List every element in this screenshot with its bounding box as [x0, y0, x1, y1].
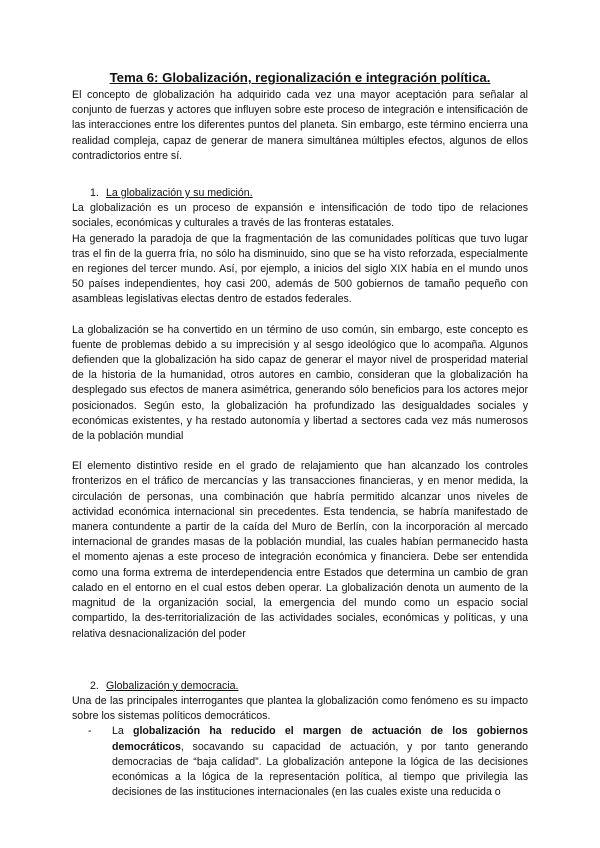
document-title: Tema 6: Globalización, regionalización e integración política. — [109, 70, 491, 85]
section-1-paragraph-3: La globalización se ha convertido en un término de uso común, sin embargo, este concepto es fuente de problemas debido a su imprecisión y al sesgo ideológico que lo acompaña. Algunos defienden que la globalización ha sido capaz de generar el mayor nivel de prosperidad material de la historia de la humanidad, otros autores en cambio, consideran que la globalización ha desplegado sus efectos de manera asimétrica, generando sólo beneficios para los actores mejor posicionados. Según esto, la globalización ha profundizado las desigualdades sociales y económicas existentes, y ha restado autonomía y libertad a sectores cada vez más numerosos de la población mundial — [72, 323, 528, 443]
document-page — [72, 70, 528, 800]
bullet-1-post: , socavando su capacidad de actuación, y por tanto generando democracias de “baja calidad”. La globalización antepone la lógica de las decisiones económicas a la lógica de la representación política, al tiempo que privilegia las decisiones de las instituciones internacionales (en las cuales existe una reducida o — [112, 740, 528, 799]
section-1-title: La globalización y su medición. — [106, 187, 253, 200]
bullet-1-bold: globalización ha reducido el margen de actuación de los gobiernos democráticos — [112, 725, 528, 753]
bullet-1-text — [112, 724, 528, 800]
section-2-paragraph-1: Una de las principales interrogantes que plantea la globalización como fenómeno es su impacto sobre los sistemas políticos democráticos. — [72, 694, 528, 723]
section-2-number: 2. — [90, 679, 99, 692]
section-1-paragraph-2: Ha generado la paradoja de que la fragmentación de las comunidades políticas que tuvo lugar tras el fin de la guerra fría, no sólo ha disminuido, sino que se ha visto reforzada, especialmente en regiones del tercer mundo. Así, por ejemplo, a inicios del siglo XIX había en el mundo unos 50 países independientes, hoy casi 200, además de 500 gobiernos de tamaño pequeño con asambleas legislativas electas dentro de estados federales. — [72, 232, 528, 306]
section-1-heading — [90, 186, 528, 201]
section-2-title: Globalización y democracia. — [106, 679, 239, 692]
section-1-paragraph-4: El elemento distintivo reside en el grado de relajamiento que han alcanzado los controles fronterizos en el tráfico de mercancías y las transacciones financieras, y en menor medida, la circulación de personas, una combinación que habría permitido alcanzar unos niveles de actividad económica internacional sin precedentes. Esta tendencia, se habría manifestado de manera contundente a partir de la caída del Muro de Berlín, con la incorporación al mercado internacional de grandes masas de la población mundial, las cuales habían permanecido hasta el momento ajenas a este proceso de integración económica y financiera. Debe ser entendida como una forma extrema de interdependencia entre Estados que determina un cambio de gran calado en el entorno en el cual estos deben operar. La globalización denota un aumento de la magnitud de la organización social, la emergencia del mundo como un espacio social compartido, la des-territorialización de las actividades sociales, económicas y políticas, y una relativa desnacionalización del poder — [72, 460, 528, 640]
section-1-paragraph-1: La globalización es un proceso de expansión e intensificación de todo tipo de relaciones sociales, económicas y culturales a través de las fronteras estatales. — [72, 202, 528, 230]
intro-paragraph: El concepto de globalización ha adquirido cada vez una mayor aceptación para señalar al conjunto de fuerzas y actores que influyen sobre este proceso de integración e intensificación de las interacciones entre los diferentes puntos del planeta. Sin embargo, este término encierra una realidad compleja, capaz de generar de manera simultánea múltiples efectos, algunos de ellos contradictorios entre sí. — [72, 89, 528, 162]
section-2-bullet-1 — [88, 724, 528, 800]
bullet-1-pre: La — [112, 725, 134, 738]
section-1-number: 1. — [90, 187, 99, 200]
section-2-heading — [90, 679, 528, 694]
bullet-dash: - — [88, 725, 92, 738]
